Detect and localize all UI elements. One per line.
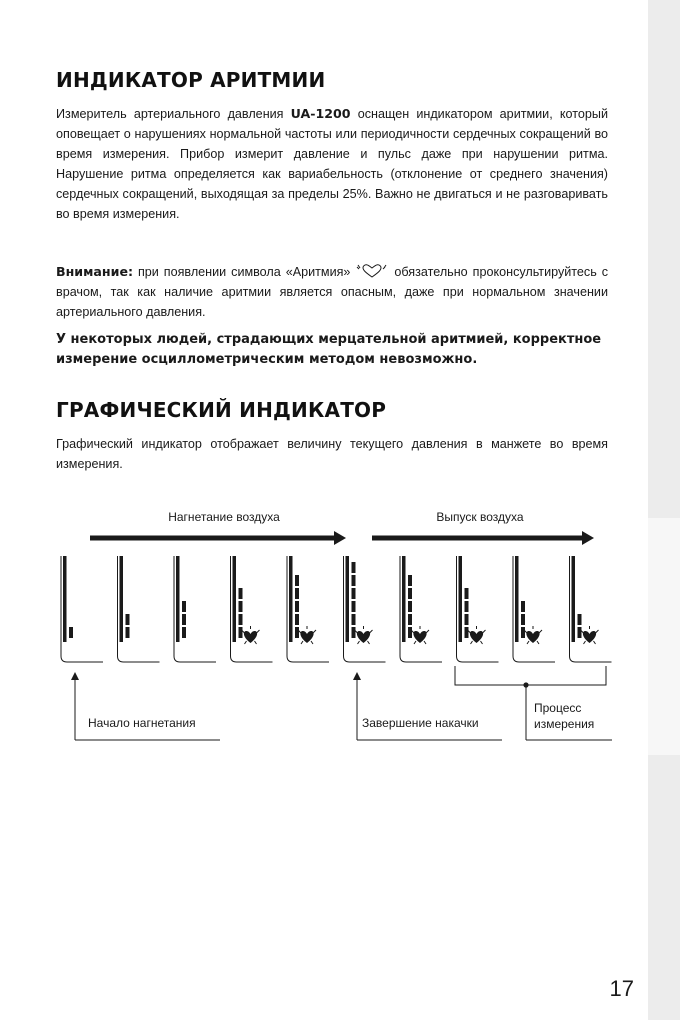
frame-level-segment (182, 601, 186, 612)
indicator-frame (287, 556, 329, 662)
fibrillation-note: У некоторых людей, страдающих мерцательной аритмией, корректное измерение осциллометрическим методом невозможно. (56, 332, 602, 367)
indicator-frames (61, 556, 612, 662)
process-label-line2: измерения (534, 717, 595, 731)
frame-level-segment (239, 588, 243, 599)
frame-column (233, 556, 237, 642)
frame-level-segment (295, 627, 299, 638)
frame-level-segment (69, 627, 73, 638)
frame-level-segment (352, 627, 356, 638)
start-label: Начало нагнетания (88, 716, 196, 730)
page-edge-tab-top (648, 0, 680, 518)
model-name: UA-1200 (290, 106, 351, 121)
arrhythmia-heart-icon (355, 264, 389, 278)
pressure-indicator-diagram (0, 500, 680, 760)
frame-level-segment (352, 588, 356, 599)
frame-level-segment (352, 575, 356, 586)
frame-column (572, 556, 576, 642)
indicator-frame (344, 556, 386, 662)
inflation-label: Нагнетание воздуха (168, 510, 280, 524)
frame-baseline (61, 556, 103, 662)
frame-level-segment (465, 601, 469, 612)
section-title-graphic-indicator: ГРАФИЧЕСКИЙ ИНДИКАТОР (56, 398, 387, 422)
frame-column (459, 556, 463, 642)
frame-level-segment (408, 627, 412, 638)
section-title-arrhythmia: ИНДИКАТОР АРИТМИИ (56, 68, 326, 92)
frame-level-segment (239, 614, 243, 625)
frame-baseline (174, 556, 216, 662)
frame-column (515, 556, 519, 642)
intro-text-rest: оснащен индикатором аритмии, который оповещает о нарушениях нормальной частоты или периодичности сердечных сокращений во время измерения. Прибор измерит давление и пульс даже при нарушении ритма. Нарушение ритма определяется как вариабельность (отклонение от среднего значения) сердечных сокращений, выходящая за пределы 25%. Важно не двигаться и не разговаривать во время измерения. (56, 107, 608, 221)
warning-paragraph (56, 262, 608, 322)
indicator-frame (400, 556, 442, 662)
frame-level-segment (295, 601, 299, 612)
frame-level-segment (465, 614, 469, 625)
frame-level-segment (182, 614, 186, 625)
indicator-frame (231, 556, 273, 662)
indicator-frame (513, 556, 555, 662)
frame-baseline (400, 556, 442, 662)
frame-level-segment (408, 575, 412, 586)
deflation-label: Выпуск воздуха (436, 510, 524, 524)
frame-column (346, 556, 350, 642)
frame-baseline (118, 556, 160, 662)
indicator-frame (174, 556, 216, 662)
frame-level-segment (295, 588, 299, 599)
warning-text-rest: обязательно проконсультируйтесь с врачом, так как наличие аритмии является опасным, даже при нормальном значении артериального давления. (56, 265, 609, 319)
frame-level-segment (239, 601, 243, 612)
frame-level-segment (126, 627, 130, 638)
frame-level-segment (295, 614, 299, 625)
frame-baseline (231, 556, 273, 662)
frame-level-segment (295, 575, 299, 586)
page-edge-tab-bottom (648, 755, 680, 1020)
inflation-arrow-head (334, 531, 346, 545)
deflation-arrow-head (582, 531, 594, 545)
page-number: 17 (609, 976, 634, 1001)
frame-column (176, 556, 180, 642)
arrhythmia-intro-paragraph (56, 104, 608, 224)
frame-level-segment (408, 588, 412, 599)
frame-level-segment (521, 627, 525, 638)
frame-level-segment (521, 601, 525, 612)
intro-text-start: Измеритель артериального давления (56, 107, 284, 121)
indicator-frame (61, 556, 103, 662)
frame-baseline (287, 556, 329, 662)
frame-level-segment (408, 601, 412, 612)
measurement-bracket (455, 666, 606, 685)
frame-level-segment (465, 588, 469, 599)
warning-label: Внимание: (56, 264, 134, 279)
frame-column (289, 556, 293, 642)
indicator-frame (570, 556, 612, 662)
frame-baseline (457, 556, 499, 662)
frame-baseline (344, 556, 386, 662)
frame-level-segment (578, 627, 582, 638)
frame-column (402, 556, 406, 642)
frame-level-segment (239, 627, 243, 638)
end-label: Завершение накачки (362, 716, 479, 730)
indicator-frame (457, 556, 499, 662)
indicator-frame (118, 556, 160, 662)
frame-baseline (513, 556, 555, 662)
frame-level-segment (352, 601, 356, 612)
frame-level-segment (465, 627, 469, 638)
frame-baseline (570, 556, 612, 662)
process-label-line1: Процесс (534, 701, 582, 715)
frame-level-segment (521, 614, 525, 625)
graphic-indicator-paragraph: Графический индикатор отображает величину текущего давления в манжете во время измерения. (56, 437, 608, 471)
warning-text-start: при появлении символа «Аритмия» (137, 265, 351, 279)
frame-column (63, 556, 67, 642)
frame-level-segment (408, 614, 412, 625)
frame-column (120, 556, 124, 642)
frame-level-segment (182, 627, 186, 638)
frame-level-segment (126, 614, 130, 625)
frame-level-segment (352, 614, 356, 625)
frame-level-segment (578, 614, 582, 625)
frame-level-segment (352, 562, 356, 573)
